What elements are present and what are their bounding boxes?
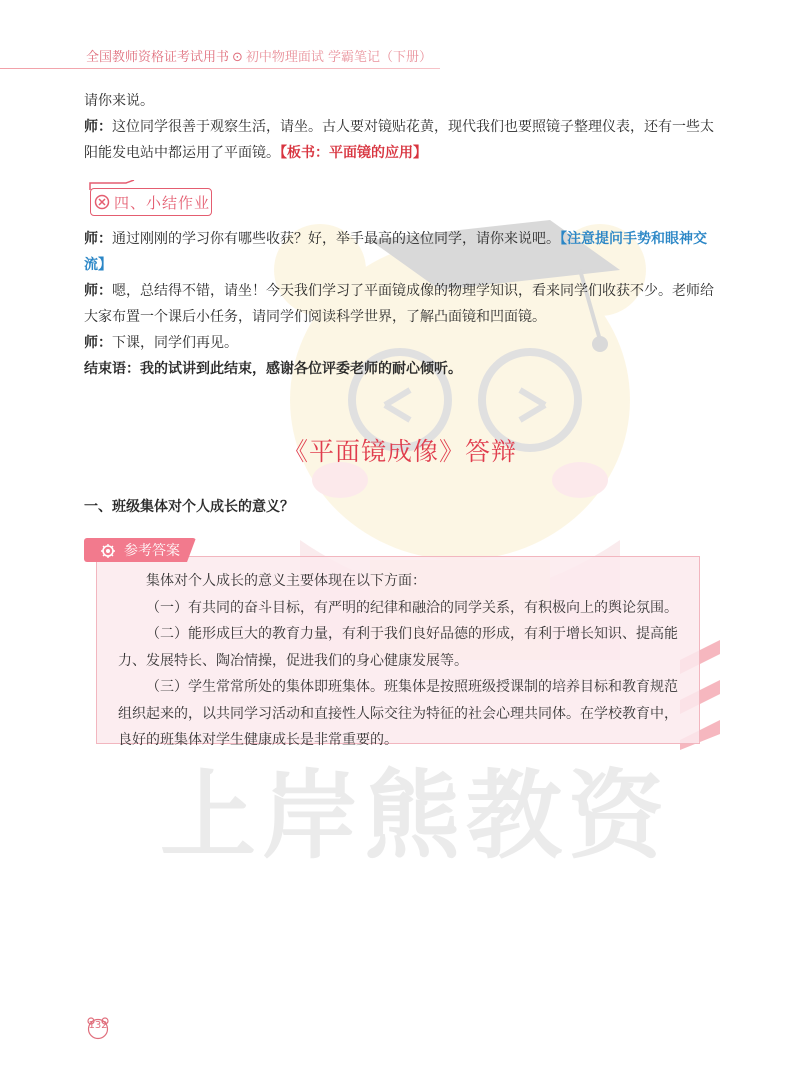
page-number: 132 — [88, 1020, 108, 1031]
teaching-tip-note: 【注意提问手势和眼神交流】 — [84, 231, 707, 273]
answer-line: （一）有共同的奋斗目标，有严明的纪律和融洽的同学关系，有积极向上的舆论氛围。 — [146, 599, 678, 616]
speaker-label: 师： — [84, 283, 112, 299]
defense-title: 《平面镜成像》答辩 — [282, 437, 517, 466]
header-subtitle: 初中物理面试 学霸笔记（下册） — [245, 50, 433, 65]
answer-line: （三）学生常常所处的集体即班集体。班集体是按照班级授课制的培养目标和教育规范组织起来的，以共同学习活动和直接性人际交往为特征的社会心理共同体。在学校教育中，良好的班集体对学生健康成长是非常重要的。 — [118, 679, 678, 748]
summary-content — [84, 226, 724, 382]
lesson-content — [84, 88, 724, 166]
paragraph-text: 这位同学很善于观察生活，请坐。古人要对镜贴花黄，现代我们也要照镜子整理仪表，还有一些太阳能发电站中都运用了平面镜。 — [84, 119, 714, 161]
closing-statement: 结束语：我的试讲到此结束，感谢各位评委老师的耐心倾听。 — [84, 361, 462, 377]
brand-watermark-text: 上岸熊教资 — [160, 760, 670, 872]
gear-icon — [100, 543, 116, 559]
speaker-label: 师： — [84, 119, 112, 135]
header-separator: ⊙ — [232, 50, 243, 65]
teacher-paragraph-2 — [84, 226, 724, 278]
paragraph-text: 嗯，总结得不错，请坐！今天我们学习了平面镜成像的物理学知识，看来同学们收获不少。老师给大家布置一个课后小任务，请同学们阅读科学世界，了解凸面镜和凹面镜。 — [84, 283, 714, 325]
speaker-label: 师： — [84, 335, 112, 351]
text-line: 请你来说。 — [84, 93, 154, 109]
section-bullet-icon — [94, 194, 110, 210]
teacher-paragraph-4 — [84, 330, 724, 356]
header-book-title: 全国教师资格证考试用书 — [86, 50, 230, 65]
section-heading — [86, 180, 226, 220]
page-header — [0, 38, 800, 68]
teacher-paragraph-3 — [84, 278, 724, 330]
speaker-label: 师： — [84, 231, 112, 247]
answer-line: （二）能形成巨大的教育力量，有利于我们良好品德的形成，有利于增长知识、提高能力、发展特长、陶冶情操，促进我们的身心健康发展等。 — [118, 626, 678, 669]
paragraph-text: 通过刚刚的学习你有哪些收获？好，举手最高的这位同学，请你来说吧。 — [112, 231, 560, 247]
header-text — [86, 46, 432, 65]
section-label: 四、小结作业 — [114, 194, 211, 212]
teacher-paragraph-1 — [84, 114, 724, 166]
paragraph-text: 下课，同学们再见。 — [112, 335, 238, 351]
blackboard-note: 【板书：平面镜的应用】 — [280, 145, 427, 161]
header-divider — [0, 68, 440, 69]
answer-tab-label: 参考答案 — [124, 543, 180, 559]
answer-line: 集体对个人成长的意义主要体现在以下方面： — [146, 573, 426, 589]
defense-question: 一、班级集体对个人成长的意义？ — [84, 499, 294, 515]
answer-text — [118, 568, 688, 754]
